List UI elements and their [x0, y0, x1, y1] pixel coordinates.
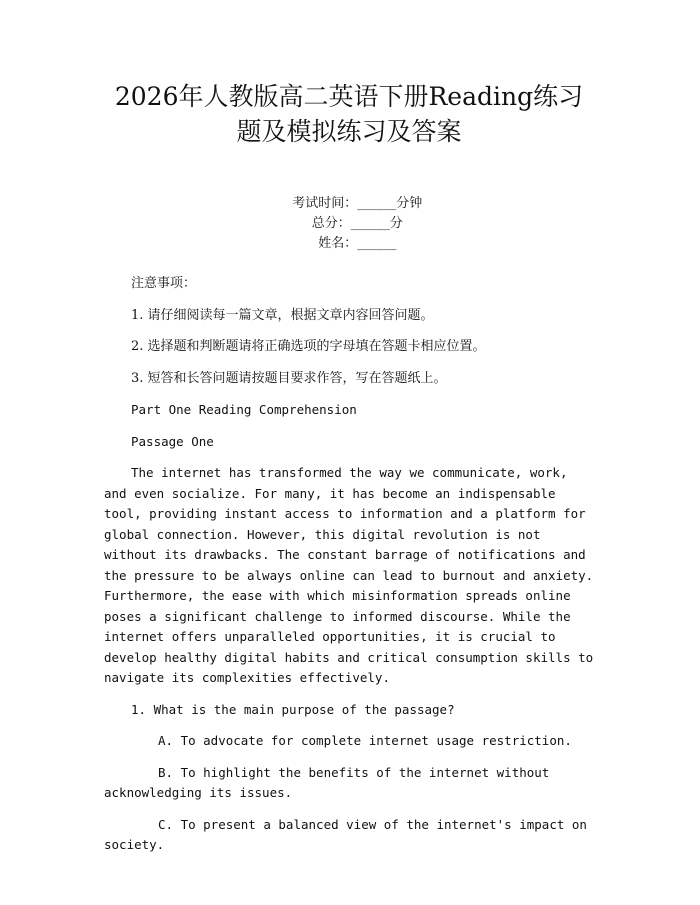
notice-item-3: 3. 短答和长答问题请按题目要求作答，写在答题纸上。 — [131, 370, 447, 386]
passage-text: The internet has transformed the way we communicate, work, and even socialize. For many, it has become an indispensable tool, providing instant access to information and a platform for global connection. However, this digital revolution is not without its drawbacks. The constant barrage of notifications and the pressure to be always online can lead to burnout and anxiety. Furthermore, the ease with which misinformation spreads online poses a significant challenge to informed discourse. While the internet offers unparalleled opportunities, it is crucial to develop healthy digital habits and critical consumption skills to navigate its complexities effectively. — [104, 465, 594, 685]
exam-name: 姓名：______ — [318, 236, 397, 251]
question-1-option-a: A. To advocate for complete internet usage restriction. — [158, 733, 572, 748]
question-1-option-c: C. To present a balanced view of the internet's impact on society. — [104, 816, 587, 852]
exam-meta — [104, 174, 594, 274]
question-1-stem: 1. What is the main purpose of the passage? — [131, 701, 455, 717]
question-1-option-b: B. To highlight the benefits of the internet without acknowledging its issues. — [104, 764, 550, 800]
passage-title: Passage One — [131, 433, 214, 449]
notice-item-1: 1. 请仔细阅读每一篇文章，根据文章内容回答问题。 — [131, 307, 434, 323]
notice-heading: 注意事项： — [131, 276, 197, 291]
exam-score: 总分：______分 — [311, 216, 403, 231]
exam-time: 考试时间：______分钟 — [292, 196, 423, 211]
part-title: Part One Reading Comprehension — [131, 402, 357, 417]
notice-item-2: 2. 选择题和判断题请将正确选项的字母填在答题卡相应位置。 — [131, 339, 486, 354]
document-body — [104, 274, 594, 856]
document-title: 2026年人教版高二英语下册Reading练习题及模拟练习及答案 — [114, 82, 584, 146]
